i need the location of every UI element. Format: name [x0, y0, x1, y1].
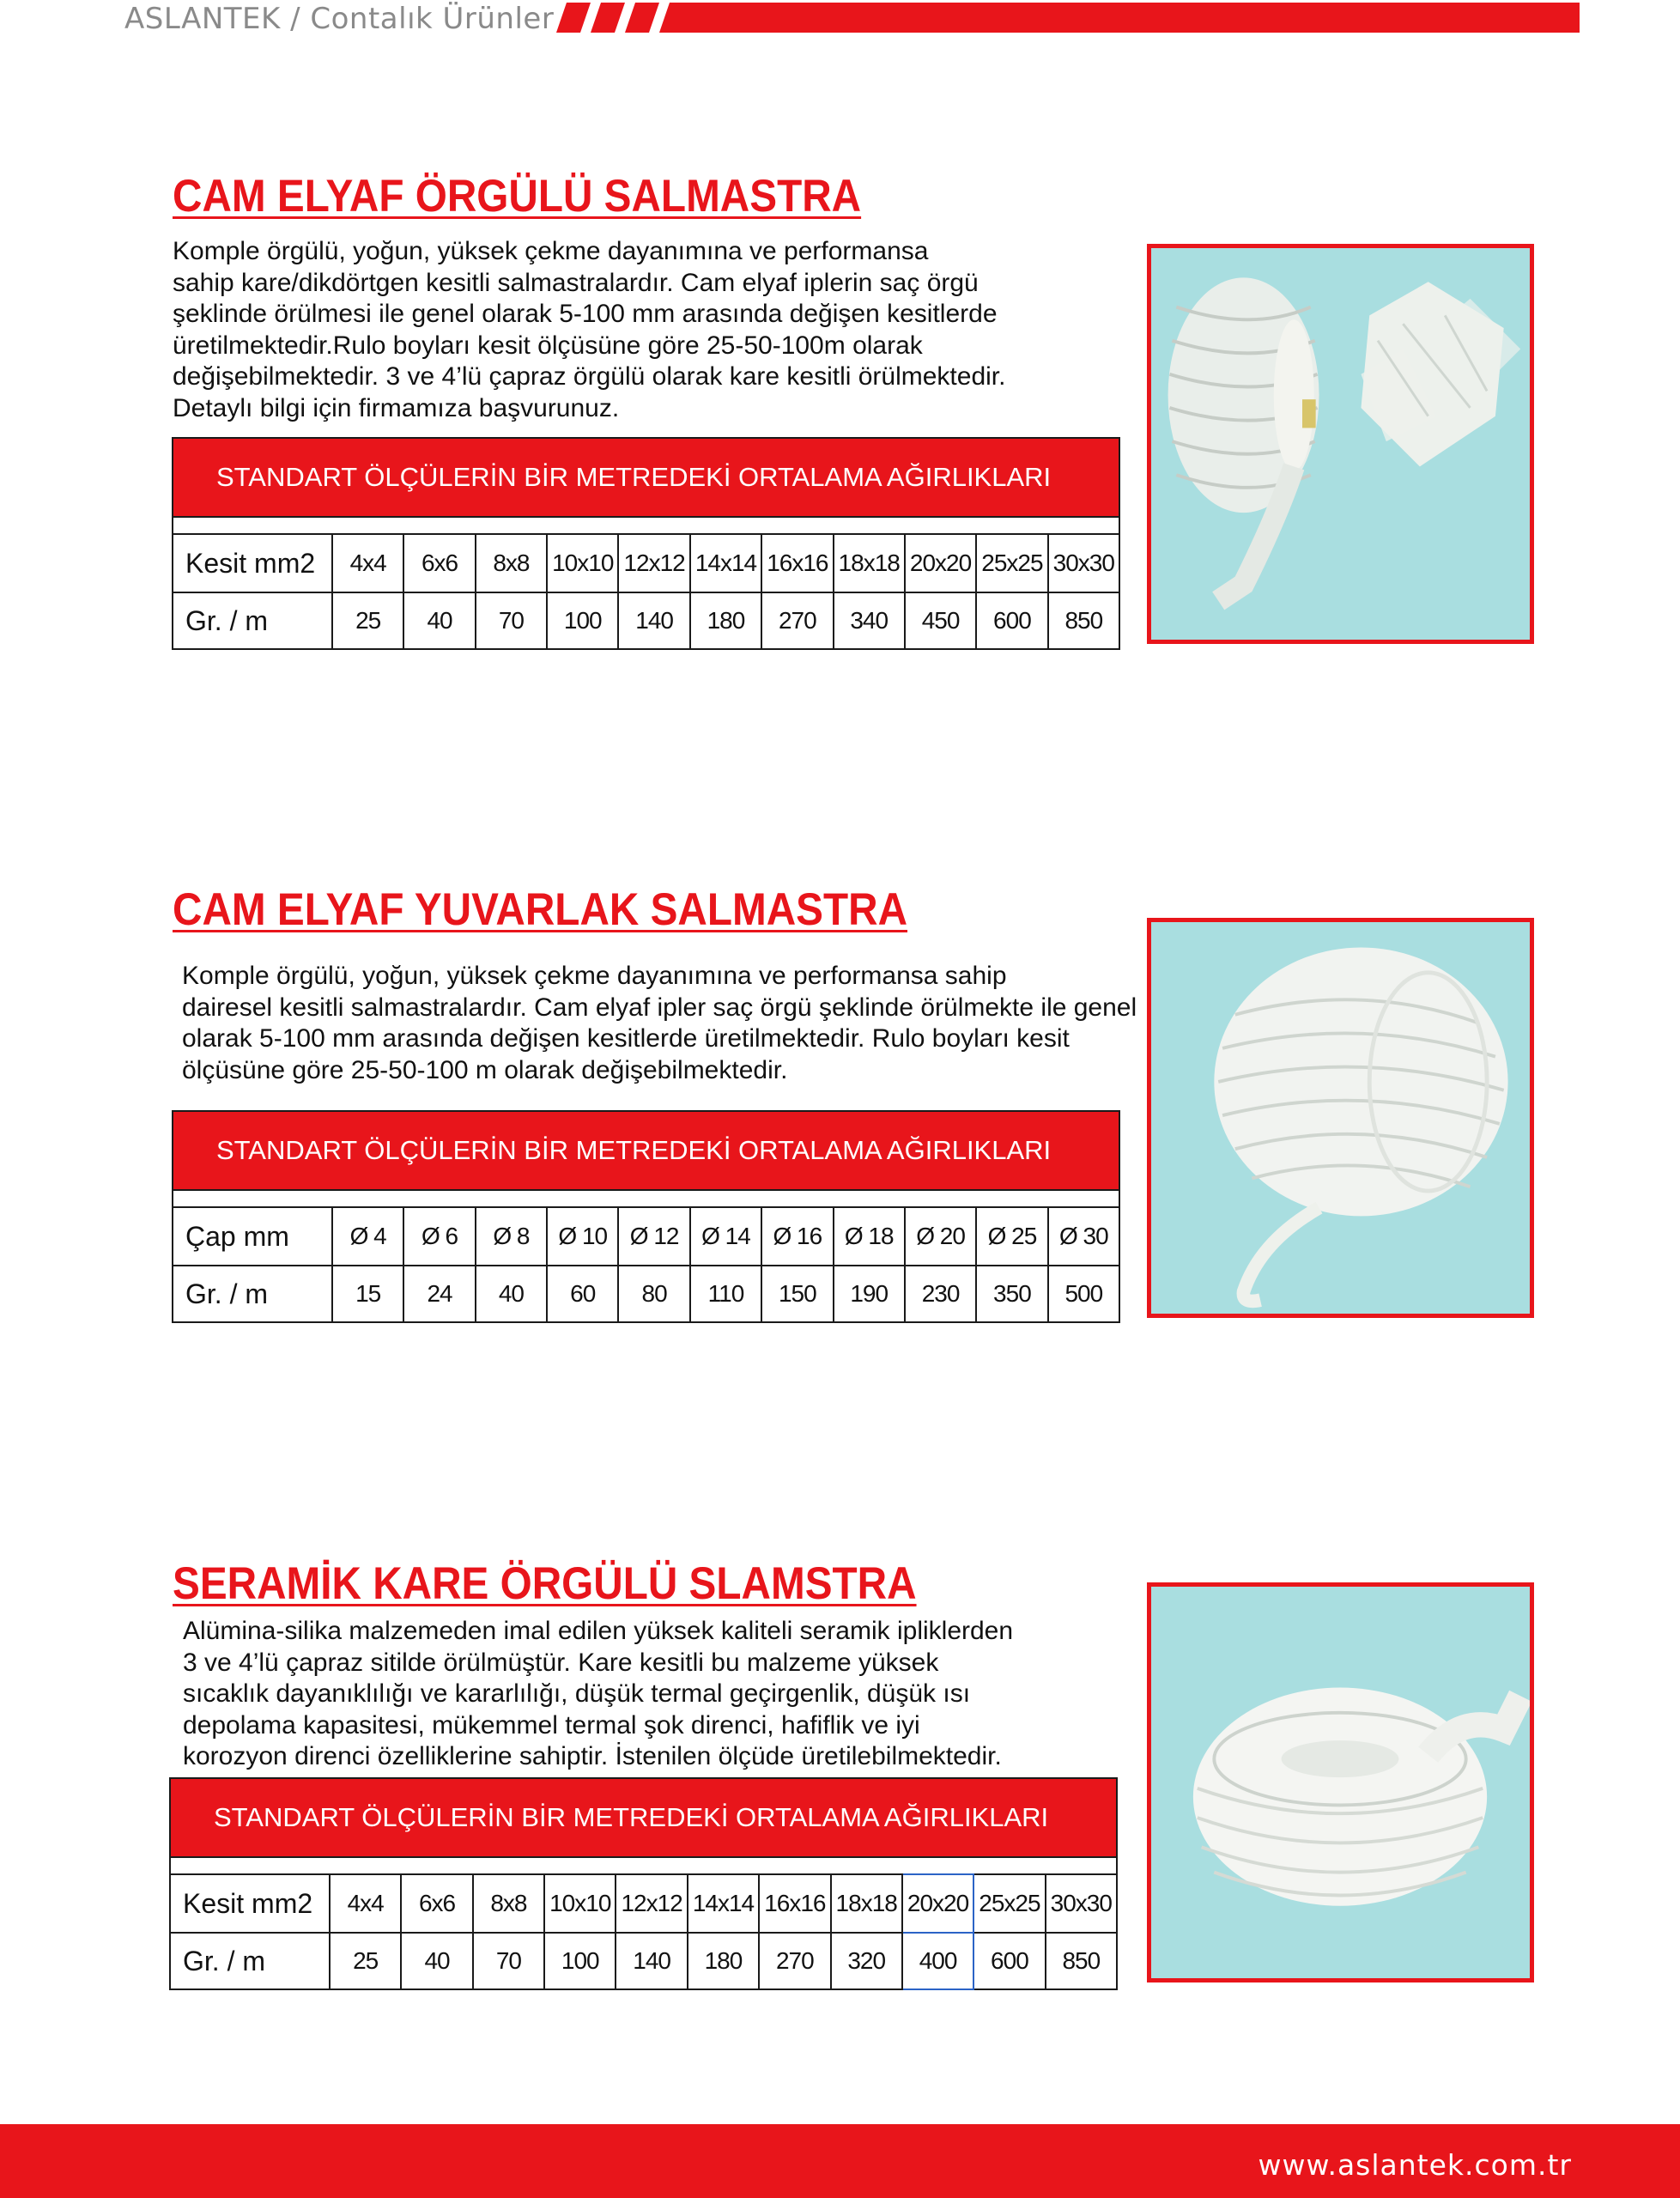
header-stripe-bar	[556, 3, 1580, 33]
table-cell: 600	[973, 1933, 1045, 1989]
row-label: Kesit mm2	[173, 534, 332, 592]
table-cell: 40	[403, 592, 475, 649]
description-line: depolama kapasitesi, mükemmel termal şok direnci, hafiflik ve iyi	[183, 1710, 920, 1740]
table-cell: 24	[403, 1266, 475, 1322]
table-cell: 6x6	[403, 534, 475, 592]
description-line: korozyon direnci özelliklerine sahiptir. İstenilen ölçüde üretilebilmektedir.	[183, 1742, 1002, 1770]
product-photo-braided-square-roll	[1147, 244, 1534, 644]
table-cell: 100	[544, 1933, 616, 1989]
table-cell: Ø 18	[834, 1207, 905, 1266]
table-cell: 14x14	[688, 1874, 759, 1933]
table-cell: 40	[476, 1266, 547, 1322]
table-cell: 4x4	[332, 534, 403, 592]
row-label: Gr. / m	[173, 592, 332, 649]
table-cell: Ø 14	[690, 1207, 761, 1266]
section-description	[182, 961, 1137, 1086]
section-description	[183, 1616, 1013, 1773]
table-cell: 500	[1048, 1266, 1119, 1322]
table-cell: 110	[690, 1266, 761, 1322]
table-cell: 140	[616, 1933, 687, 1989]
table-cell: 600	[976, 592, 1047, 649]
description-line: 3 ve 4’lü çapraz sitilde örülmüştür. Kare kesitli bu malzeme yüksek	[183, 1648, 939, 1677]
table-cell: Ø 25	[976, 1207, 1047, 1266]
table-cell: 30x30	[1048, 534, 1119, 592]
description-line: Detaylı bilgi için firmamıza başvurunuz.	[173, 393, 620, 422]
packing-roll-icon	[1151, 1587, 1530, 1978]
table-cell: 20x20	[905, 534, 976, 592]
section-description	[173, 236, 1005, 424]
table-cell: 80	[618, 1266, 689, 1322]
description-line: Komple örgülü, yoğun, yüksek çekme dayanımına ve performansa sahip	[182, 962, 1007, 990]
description-line: Komple örgülü, yoğun, yüksek çekme dayanımına ve performansa	[173, 237, 929, 265]
description-line: dairesel kesitli salmastralardır. Cam elyaf ipler saç örgü şeklinde örülmekte ile genel	[182, 993, 1137, 1022]
table-cell: 25	[330, 1933, 401, 1989]
table-cell: 70	[473, 1933, 544, 1989]
footer-bar	[0, 2124, 1680, 2198]
header-title: ASLANTEK / Contalık Ürünler	[124, 2, 555, 36]
table-caption: STANDART ÖLÇÜLERİN BİR METREDEKİ ORTALAMA AĞIRLIKLARI	[173, 438, 1119, 517]
table-cell: Ø 16	[761, 1207, 833, 1266]
description-line: olarak 5-100 mm arasında değişen kesitlerde üretilmektedir. Rulo boyları kesit	[182, 1024, 1070, 1053]
table-cell: 4x4	[330, 1874, 401, 1933]
table-cell: 16x16	[761, 534, 833, 592]
table-gap	[173, 1190, 1119, 1207]
packing-roll-icon	[1151, 922, 1530, 1314]
table-cell: Ø 4	[332, 1207, 403, 1266]
product-photo-ceramic-roll	[1147, 1582, 1534, 1982]
section-title: CAM ELYAF YUVARLAK SALMASTRA	[173, 884, 908, 935]
table-cell: 15	[332, 1266, 403, 1322]
table-cell: 180	[688, 1933, 759, 1989]
packing-roll-icon	[1151, 248, 1530, 640]
description-line: sıcaklık dayanıklılığı ve kararlılığı, düşük termal geçirgenlik, düşük ısı	[183, 1679, 971, 1708]
table-cell: 8x8	[476, 534, 547, 592]
table-cell: 40	[401, 1933, 472, 1989]
description-line: değişebilmektedir. 3 ve 4’lü çapraz örgülü olarak kare kesitli örülmektedir.	[173, 362, 1006, 391]
weights-table	[172, 1110, 1120, 1323]
table-cell: 18x18	[834, 534, 905, 592]
table-cell: Ø 30	[1048, 1207, 1119, 1266]
weights-table	[172, 437, 1120, 650]
table-cell: Ø 8	[476, 1207, 547, 1266]
table-cell: 270	[759, 1933, 830, 1989]
table-cell: 270	[761, 592, 833, 649]
table-cell: 8x8	[473, 1874, 544, 1933]
table-cell: 10x10	[544, 1874, 616, 1933]
table-cell: Ø 6	[403, 1207, 475, 1266]
description-line: üretilmektedir.Rulo boyları kesit ölçüsüne göre 25-50-100m olarak	[173, 331, 923, 360]
description-line: Alümina-silika malzemeden imal edilen yüksek kaliteli seramik ipliklerden	[183, 1617, 1014, 1645]
table-gap	[173, 517, 1119, 534]
table-cell: 850	[1046, 1933, 1117, 1989]
table-cell: 25	[332, 592, 403, 649]
table-cell: 70	[476, 592, 547, 649]
table-cell: 16x16	[759, 1874, 830, 1933]
section-title: SERAMİK KARE ÖRGÜLÜ SLAMSTRA	[173, 1558, 917, 1609]
table-cell: 190	[834, 1266, 905, 1322]
description-line: sahip kare/dikdörtgen kesitli salmastralardır. Cam elyaf iplerin saç örgü	[173, 268, 979, 297]
table-cell: Ø 20	[905, 1207, 976, 1266]
row-label: Gr. / m	[173, 1266, 332, 1322]
table-cell: 150	[761, 1266, 833, 1322]
footer-website-link[interactable]: www.aslantek.com.tr	[1258, 2148, 1572, 2182]
table-cell: 100	[547, 592, 618, 649]
table-cell: 25x25	[973, 1874, 1045, 1933]
description-line: şeklinde örülmesi ile genel olarak 5-100 mm arasında değişen kesitlerde	[173, 300, 998, 328]
table-cell: 400	[902, 1933, 973, 1989]
table-cell: 20x20	[902, 1874, 973, 1933]
table-cell: 350	[976, 1266, 1047, 1322]
table-cell: 140	[618, 592, 689, 649]
table-gap	[170, 1857, 1117, 1874]
table-cell: 12x12	[616, 1874, 687, 1933]
table-cell: 6x6	[401, 1874, 472, 1933]
table-cell: 14x14	[690, 534, 761, 592]
section-title: CAM ELYAF ÖRGÜLÜ SALMASTRA	[173, 171, 862, 222]
row-label: Gr. / m	[170, 1933, 330, 1989]
weights-table	[169, 1777, 1118, 1990]
table-cell: 320	[831, 1933, 902, 1989]
table-cell: 850	[1048, 592, 1119, 649]
product-photo-round-roll	[1147, 918, 1534, 1318]
table-cell: Ø 12	[618, 1207, 689, 1266]
description-line: ölçüsüne göre 25-50-100 m olarak değişebilmektedir.	[182, 1055, 788, 1084]
table-cell: Ø 10	[547, 1207, 618, 1266]
table-cell: 30x30	[1046, 1874, 1117, 1933]
table-cell: 60	[547, 1266, 618, 1322]
table-cell: 25x25	[976, 534, 1047, 592]
table-cell: 230	[905, 1266, 976, 1322]
table-cell: 450	[905, 592, 976, 649]
row-label: Çap mm	[173, 1207, 332, 1266]
table-cell: 10x10	[547, 534, 618, 592]
table-caption: STANDART ÖLÇÜLERİN BİR METREDEKİ ORTALAMA AĞIRLIKLARI	[170, 1778, 1117, 1857]
table-caption: STANDART ÖLÇÜLERİN BİR METREDEKİ ORTALAMA AĞIRLIKLARI	[173, 1111, 1119, 1190]
table-cell: 18x18	[831, 1874, 902, 1933]
table-cell: 340	[834, 592, 905, 649]
row-label: Kesit mm2	[170, 1874, 330, 1933]
table-cell: 180	[690, 592, 761, 649]
table-cell: 12x12	[618, 534, 689, 592]
